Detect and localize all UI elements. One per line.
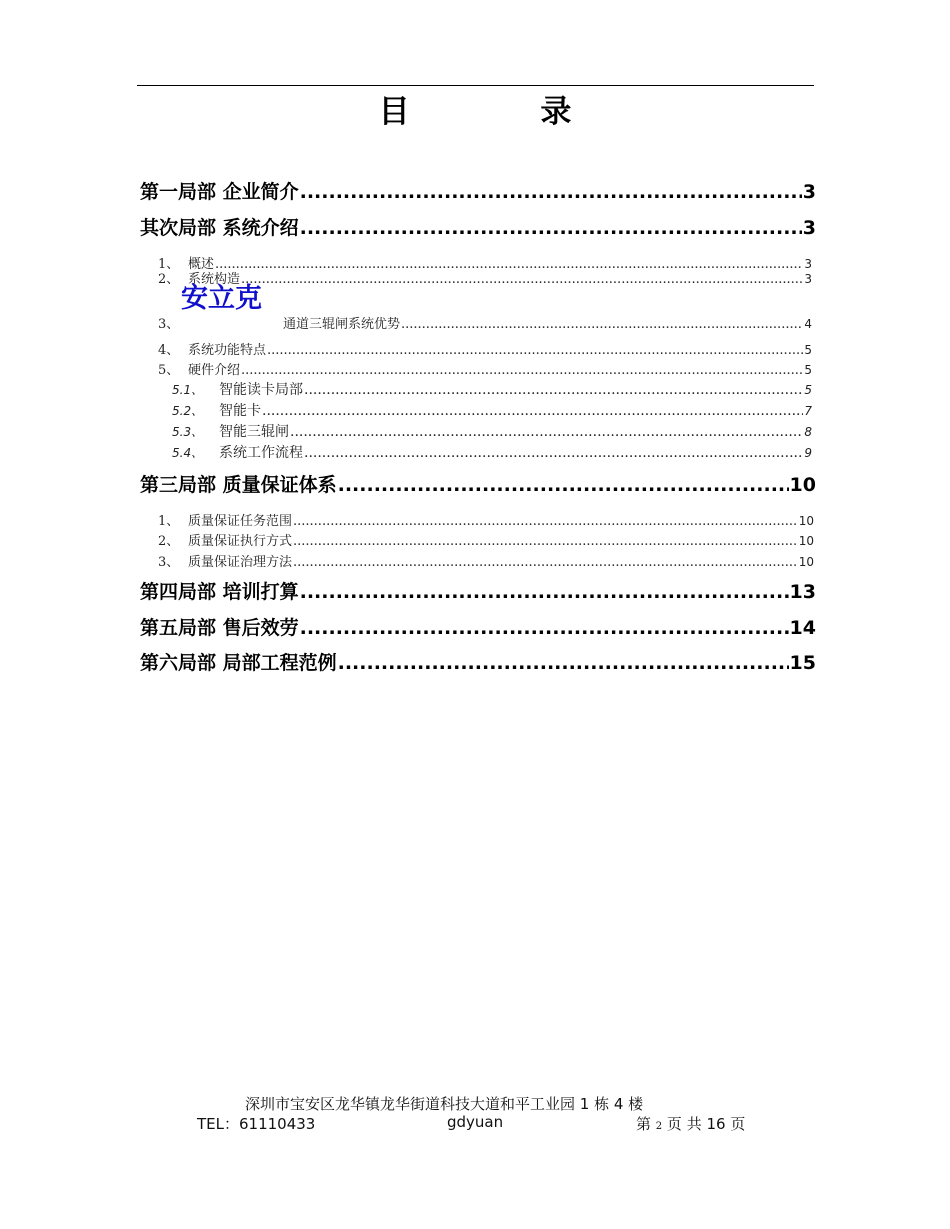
toc-leader (338, 652, 789, 674)
toc-leader (304, 445, 803, 461)
toc-label: 系统工作流程 (219, 445, 303, 461)
toc-label: 第五局部 售后效劳 (140, 617, 299, 639)
toc-label: 硬件介绍 (188, 363, 241, 378)
toc-page: 4 (804, 317, 812, 331)
toc-page: 3 (802, 217, 816, 239)
toc-leader (241, 363, 803, 378)
toc-entry-5-4[interactable] (172, 442, 812, 460)
toc-leader (300, 181, 802, 203)
toc-page: 5 (804, 343, 812, 357)
toc-page: 7 (804, 404, 812, 418)
toc-label: 系统功能特点 (188, 343, 267, 358)
toc-number: 5、 (158, 363, 180, 378)
footer-page-info (636, 1113, 745, 1134)
toc-label: 质量保证任务范围 (188, 514, 293, 529)
toc-entry-4[interactable] (140, 577, 816, 603)
toc-leader (300, 217, 802, 239)
toc-number: 1、 (158, 257, 180, 272)
toc-number: 2、 (158, 534, 180, 549)
toc-number: 3、 (158, 555, 180, 570)
toc-label: 智能读卡局部 (219, 382, 303, 398)
toc-page: 3 (802, 181, 816, 203)
toc-leader (290, 424, 803, 440)
toc-number: 5.4、 (172, 446, 204, 460)
toc-leader (300, 617, 789, 639)
toc-page: 10 (798, 534, 814, 548)
toc-entry-3-1[interactable] (158, 510, 814, 528)
toc-label: 质量保证治理方法 (188, 555, 293, 570)
toc-number: 2、 (158, 272, 180, 287)
toc-entry-5-3[interactable] (172, 421, 812, 439)
page-title: 目 录 (378, 94, 632, 130)
toc-page: 10 (789, 474, 816, 496)
toc-entry-2-3[interactable] (158, 313, 812, 331)
footer-page-prefix: 第 (636, 1115, 656, 1133)
toc-label: 第一局部 企业简介 (140, 181, 299, 203)
footer-page-suffix: 页 共 16 页 (662, 1115, 746, 1133)
toc-leader (241, 272, 803, 287)
toc-entry-5[interactable] (140, 613, 816, 639)
toc-page: 3 (804, 257, 812, 271)
toc-label: 系统构造 (188, 272, 241, 287)
toc-leader (267, 343, 803, 358)
toc-page: 3 (804, 272, 812, 286)
toc-leader (293, 555, 798, 570)
toc-page: 8 (804, 425, 812, 439)
toc-entry-5-1[interactable] (172, 379, 812, 397)
toc-number: 5.3、 (172, 425, 204, 439)
toc-number: 5.1、 (172, 383, 204, 397)
toc-number: 4、 (158, 343, 180, 358)
toc-leader (401, 317, 803, 332)
toc-page: 14 (789, 617, 816, 639)
footer-page-number: 2 (655, 1121, 663, 1132)
toc-leader (262, 403, 803, 419)
toc-label: 通道三辊闸系统优势 (283, 317, 401, 332)
toc-page: 10 (798, 555, 814, 569)
footer-tel: TEL：61110433 (197, 1115, 316, 1133)
toc-page: 9 (804, 446, 812, 460)
footer-site: gdyuan (447, 1113, 504, 1131)
toc-label: 智能三辊闸 (219, 424, 289, 440)
toc-entry-3-3[interactable] (158, 551, 814, 569)
overlay-brand-text: 安立克 (181, 283, 262, 314)
toc-page: 15 (789, 652, 816, 674)
toc-page: 5 (804, 363, 812, 377)
toc-entry-6[interactable] (140, 648, 816, 674)
toc-number: 3、 (158, 317, 180, 332)
toc-label: 智能卡 (219, 403, 261, 419)
toc-page: 5 (804, 383, 812, 397)
toc-label: 质量保证执行方式 (188, 534, 293, 549)
toc-entry-3[interactable] (140, 470, 816, 496)
toc-leader (293, 534, 798, 549)
toc-entry-1[interactable] (140, 177, 816, 203)
toc-page: 10 (798, 514, 814, 528)
footer-address: 深圳市宝安区龙华镇龙华街道科技大道和平工业园 1 栋 4 楼 (245, 1095, 644, 1113)
toc-entry-3-2[interactable] (158, 530, 814, 548)
toc-label: 第六局部 局部工程范例 (140, 652, 337, 674)
toc-leader (338, 474, 789, 496)
toc-page: 13 (789, 581, 816, 603)
toc-entry-2[interactable] (140, 213, 816, 239)
toc-label: 第三局部 质量保证体系 (140, 474, 337, 496)
toc-entry-2-5[interactable] (158, 359, 812, 377)
toc-leader (293, 514, 798, 529)
toc-leader (304, 382, 803, 398)
toc-leader (300, 581, 789, 603)
toc-number: 1、 (158, 514, 180, 529)
toc-entry-2-4[interactable] (158, 339, 812, 357)
toc-label: 第四局部 培训打算 (140, 581, 299, 603)
toc-label: 概述 (188, 257, 215, 272)
toc-label: 其次局部 系统介绍 (140, 217, 299, 239)
toc-number: 5.2、 (172, 404, 204, 418)
toc-entry-5-2[interactable] (172, 400, 812, 418)
